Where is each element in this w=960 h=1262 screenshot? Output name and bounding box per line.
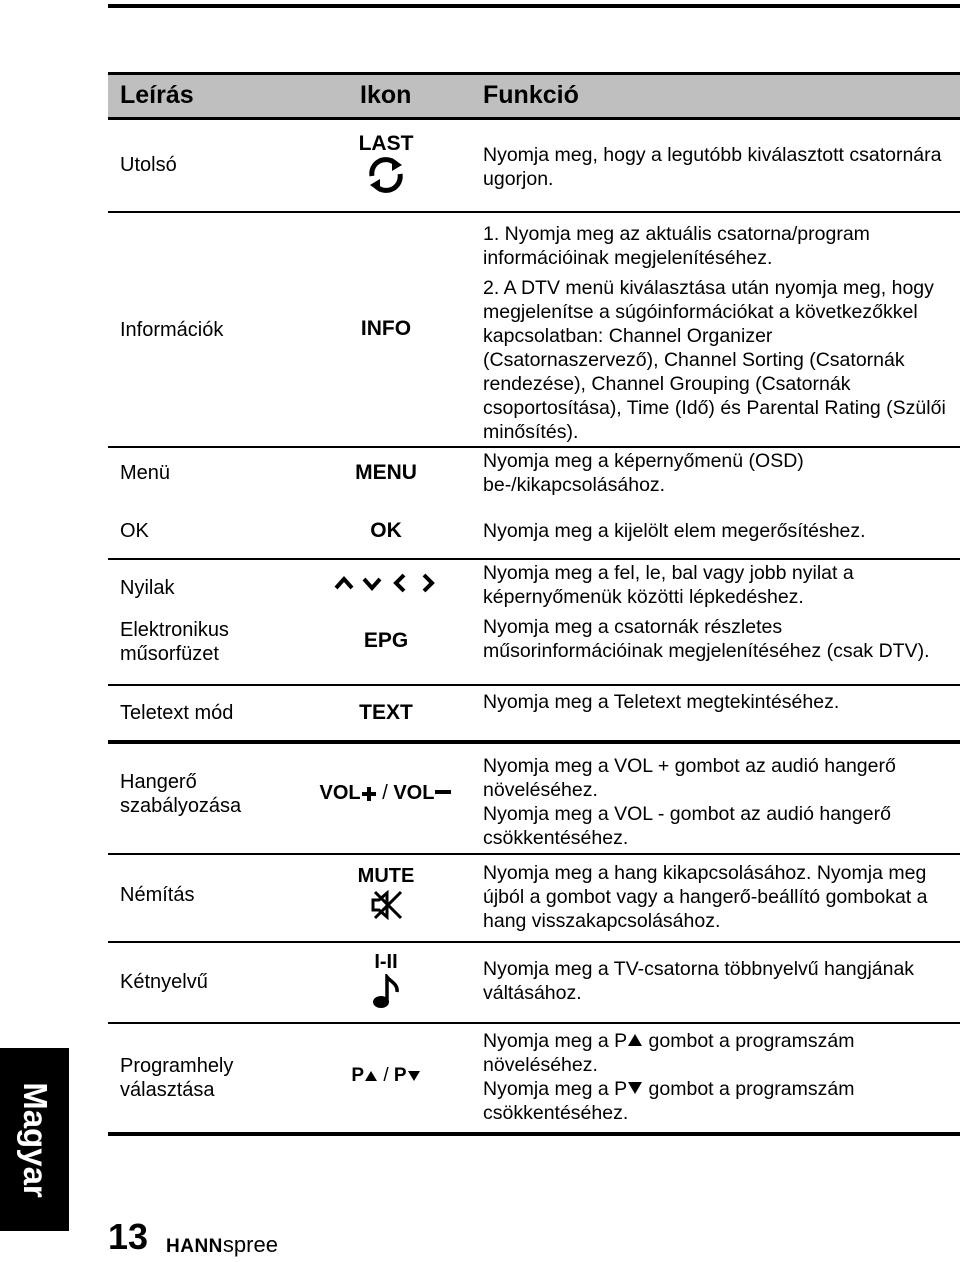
header-function: Funkció (483, 81, 579, 109)
table-row (108, 1024, 960, 1136)
top-rule (108, 4, 960, 8)
row-description: Programhely választása (120, 1055, 234, 1101)
row-function: Nyomja meg a fel, le, bal vagy jobb nyilat a képernyőmenük közötti lépkedéshez. (483, 562, 854, 608)
row-function: Nyomja meg a TV-csatorna többnyelvű hangjának váltásához. (483, 958, 915, 1004)
vol-down-label: VOL (393, 782, 435, 804)
row-description: Elektronikus műsorfüzet (120, 619, 229, 665)
music-note-icon (371, 974, 401, 1010)
table-row (108, 448, 960, 507)
brand-bold: HANN (166, 1236, 223, 1257)
row-description: Némítás (120, 884, 195, 906)
separator: / (378, 1065, 394, 1086)
function-vol-down: Nyomja meg a VOL - gombot az audió hangerő csökkentéséhez. (483, 803, 891, 849)
row-description: Teletext mód (120, 702, 234, 724)
function-step-1: 1. Nyomja meg az aktuális csatorna/program információinak megjelenítéséhez. (483, 223, 870, 269)
language-label: Magyar (16, 1081, 54, 1198)
table-header (108, 72, 960, 120)
arrow-down-icon (364, 579, 380, 588)
row-function: Nyomja meg a hang kikapcsolásához. Nyomja meg újból a gombot vagy a hangerő-beállító gombokat a hang visszakapcsolásához. (483, 862, 928, 932)
row-function: Nyomja meg a kijelölt elem megerősítéshez. (483, 520, 866, 542)
row-description: Hangerő szabályozása (120, 771, 242, 817)
arrow-right-icon (424, 575, 432, 591)
function-program-up: Nyomja meg a P gombot a programszám növeléséhez. (483, 1030, 855, 1076)
mute-button-icon (298, 865, 474, 922)
table-row (108, 610, 960, 686)
ok-button-icon: OK (370, 519, 402, 542)
row-function: Nyomja meg a Teletext megtekintéséhez. (483, 691, 840, 713)
bilingual-button-icon (298, 951, 474, 1010)
arrow-keys-icon (298, 571, 474, 595)
row-function: Nyomja meg a csatornák részletes műsorinformációinak megjelenítéséhez (csak DTV). (483, 616, 930, 662)
mute-speaker-icon (367, 888, 405, 922)
row-description: Kétnyelvű (120, 971, 208, 993)
last-button-icon (298, 132, 474, 194)
row-description: Nyilak (120, 577, 175, 599)
page-number: 13 (108, 1216, 149, 1257)
separator: / (376, 782, 394, 804)
p-down-label: P (393, 1065, 407, 1086)
text-button-icon: TEXT (359, 701, 413, 724)
plus-icon (361, 786, 377, 802)
language-side-tab (0, 1048, 69, 1231)
triangle-up-icon (627, 1033, 643, 1047)
icon-label: MUTE (357, 865, 415, 887)
brand-logo (166, 1232, 278, 1258)
function-vol-up: Nyomja meg a VOL + gombot az audió hangerő növeléséhez. (483, 755, 896, 801)
function-program-down: Nyomja meg a P gombot a programszám csökkentéséhez. (483, 1078, 855, 1124)
p-up-label: P (351, 1065, 365, 1086)
row-description: Menü (120, 462, 171, 484)
table-row (108, 560, 960, 610)
row-description: Utolsó (120, 154, 177, 176)
triangle-down-icon (407, 1070, 421, 1082)
icon-label: LAST (358, 132, 414, 155)
triangle-down-icon (627, 1081, 643, 1095)
triangle-up-icon (364, 1070, 378, 1082)
minus-icon (434, 786, 452, 802)
row-function: Nyomja meg, hogy a legutóbb kiválasztott csatornára ugorjon. (483, 144, 942, 190)
header-description: Leírás (120, 81, 194, 109)
function-step-2: 2. A DTV menü kiválasztása után nyomja meg, hogy megjelenítse a súgóinformációkat a következőkkel kapcsolatban: Channel Organizer (Csatornaszervező), Channel Sorting (Csatornák rendezése), Channel Grouping (Csatornák csoportosítása), Time (Idő) és Parental Rating (Szülői minősítés). (483, 277, 946, 443)
row-function (483, 1029, 953, 1125)
header-icon: Ikon (360, 81, 412, 109)
remote-functions-table (108, 72, 960, 1136)
arrow-left-icon (396, 575, 404, 591)
program-buttons-icon (298, 1065, 474, 1087)
row-description: OK (120, 520, 149, 542)
volume-buttons-icon (298, 782, 474, 805)
table-row (108, 686, 960, 744)
arrow-up-icon (336, 579, 352, 588)
epg-button-icon: EPG (363, 629, 409, 652)
info-button-icon: INFO (360, 317, 412, 340)
brand-rest: spree (222, 1232, 278, 1257)
table-row (108, 120, 960, 213)
table-row (108, 507, 960, 560)
row-description: Információk (120, 319, 224, 341)
row-function (483, 222, 953, 444)
table-row (108, 213, 960, 448)
icon-label: I-II (374, 951, 398, 973)
recall-arrows-icon (366, 156, 406, 194)
vol-up-label: VOL (319, 782, 361, 804)
row-function (483, 754, 953, 850)
table-row (108, 855, 960, 943)
table-row (108, 744, 960, 855)
row-function: Nyomja meg a képernyőmenü (OSD) be-/kikapcsolásához. (483, 450, 804, 496)
menu-button-icon: MENU (355, 461, 417, 484)
table-row (108, 943, 960, 1024)
